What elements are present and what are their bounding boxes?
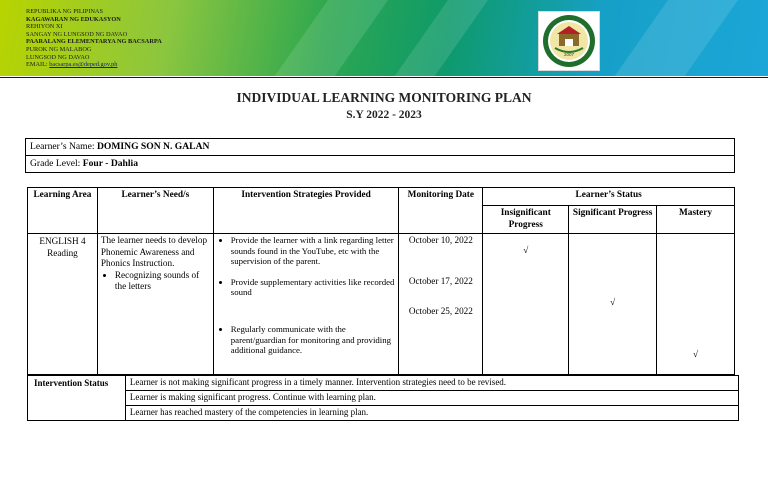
table-row — [28, 234, 735, 375]
school-seal-logo — [538, 11, 600, 71]
check-mark: √ — [693, 349, 699, 359]
needs-cell: The learner needs to develop Phonemic Awareness and Phonics Instruction. • Recognizing sounds of the letters — [97, 234, 213, 375]
grade-level-row: Grade Level: Four - Dahlia — [25, 155, 735, 173]
strategy-item: • Provide the learner with a link regarding letter sounds found in the YouTube, etc with the supervision of the parent. — [231, 235, 396, 267]
check-mark: √ — [523, 245, 529, 255]
dates-cell: October 10, 2022 October 17, 2022 October 25, 2022 — [399, 234, 483, 375]
strategy-item: • Provide supplementary activities like recorded sound — [231, 277, 396, 298]
grade-level: Four - Dahlia — [82, 158, 139, 169]
header-strategies: Intervention Strategies Provided — [213, 188, 399, 234]
header-needs: Learner’s Need/s — [97, 188, 213, 234]
check-mark: √ — [610, 297, 616, 307]
intervention-status-label: Intervention Status — [28, 376, 126, 421]
learner-name-row: Learner’s Name: DOMING SON N. GALAN — [25, 138, 735, 156]
status-description: Learner is making significant progress. Continue with learning plan. — [125, 391, 738, 406]
letterhead-text: REPUBLIKA NG PILIPINAS KAGAWARAN NG EDUKASYON REHIYON XI SANGAY NG LUNGSOD NG DAVAO PAARALANG ELEMENTARYA NG BACSARPA PUROK NG MALABOG LUNGSOD NG DAVAO EMAIL: bacsarpa.es@deped.gov.ph — [26, 8, 162, 69]
header-learner-status: Learner’s Status — [483, 188, 735, 206]
header-significant: Significant Progress — [569, 206, 657, 234]
status-description: Learner is not making significant progress in a timely manner. Intervention strategies need to be revised. — [125, 376, 738, 391]
significant-cell — [569, 234, 657, 375]
header-monitoring-date: Monitoring Date — [399, 188, 483, 234]
mastery-cell — [657, 234, 735, 375]
page-title: INDIVIDUAL LEARNING MONITORING PLAN — [236, 90, 532, 105]
learning-area-cell: ENGLISH 4 Reading — [28, 234, 98, 375]
header-learning-area: Learning Area — [28, 188, 98, 234]
status-description: Learner has reached mastery of the competencies in learning plan. — [125, 406, 738, 421]
email-link[interactable]: bacsarpa.es@deped.gov.ph — [49, 61, 118, 69]
insignificant-cell — [483, 234, 569, 375]
header-insignificant: Insignificant Progress — [483, 206, 569, 234]
school-year: S.Y 2022 - 2023 — [346, 109, 422, 121]
header-divider — [0, 77, 768, 78]
letterhead-banner — [0, 0, 768, 76]
strategy-item: • Regularly communicate with the parent/guardian for monitoring and providing additional guidance. — [231, 324, 396, 356]
learner-name: DOMING SON N. GALAN — [96, 141, 210, 152]
monitoring-table — [27, 187, 735, 375]
svg-text:2007: 2007 — [563, 52, 575, 57]
strategies-cell — [213, 234, 399, 375]
header-mastery: Mastery — [657, 206, 735, 234]
intervention-status-table — [27, 375, 739, 421]
